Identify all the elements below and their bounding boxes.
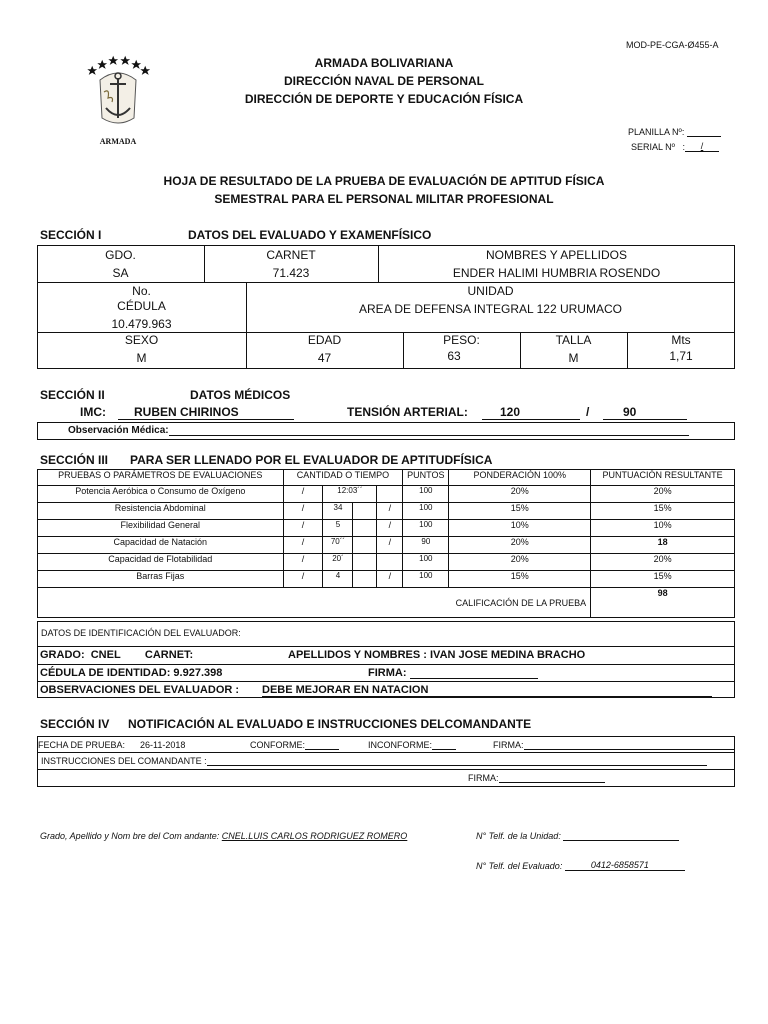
unidad-value: AREA DE DEFENSA INTEGRAL 122 URUMACO <box>359 302 622 316</box>
obs-evaluador-value: DEBE MEJORAR EN NATACION <box>262 684 712 697</box>
edad-label: EDAD <box>307 333 342 347</box>
section4-title: NOTIFICACIÓN AL EVALUADO E INSTRUCCIONES DELCOMANDANTE <box>128 717 532 731</box>
edad-value: 47 <box>317 351 332 365</box>
peso-value: 63 <box>447 349 461 363</box>
blank-cell <box>353 503 377 520</box>
ta-separator: / <box>586 405 590 419</box>
inconforme-field: INCONFORME: <box>368 740 456 750</box>
result: 15% <box>591 571 735 588</box>
slash: / <box>377 537 403 554</box>
form-title-1: HOJA DE RESULTADO DE LA PRUEBA DE EVALUACIÓN DE APTITUD FÍSICA <box>163 174 605 188</box>
ta-systolic: 120 <box>482 405 580 420</box>
comandante-field: Grado, Apellido y Nom bre del Com andante: CNEL.LUIS CARLOS RODRIGUEZ ROMERO <box>40 831 408 841</box>
points: 100 <box>403 571 449 588</box>
gdo-label: GDO. <box>105 248 136 262</box>
carnet-value: 71.423 <box>272 266 310 280</box>
evaluador-id-label: DATOS DE IDENTIFICACIÓN DEL EVALUADOR: <box>41 628 241 638</box>
fecha-prueba: FECHA DE PRUEBA: 26-11-2018 <box>38 740 186 750</box>
col-header-weight: PONDERACIÓN 100% <box>449 470 591 486</box>
test-name: Flexibilidad General <box>38 520 284 537</box>
org-name: ARMADA BOLIVARIANA <box>314 56 454 70</box>
points: 100 <box>403 520 449 537</box>
talla-label: TALLA <box>555 333 592 347</box>
section2-label: SECCIÓN II <box>40 388 105 402</box>
slash: / <box>283 503 323 520</box>
quantity: 70´´ <box>323 537 353 554</box>
slash <box>377 554 403 571</box>
cedula-label-2: CÉDULA <box>117 299 166 313</box>
section1-label: SECCIÓN I <box>40 228 102 242</box>
quantity: 4 <box>323 571 353 588</box>
cedula-label-1: No. <box>132 284 151 298</box>
evaluador-cedula: CÉDULA DE IDENTIDAD: 9.927.398 <box>40 667 223 679</box>
weight: 10% <box>449 520 591 537</box>
test-name: Capacidad de Flotabilidad <box>38 554 284 571</box>
blank-cell <box>353 537 377 554</box>
slash: / <box>283 537 323 554</box>
slash: / <box>377 503 403 520</box>
points: 100 <box>403 486 449 503</box>
slash: / <box>283 571 323 588</box>
result: 18 <box>591 537 735 554</box>
table-row <box>38 520 735 537</box>
quantity: 12:03´´ <box>323 486 377 503</box>
nombres-label: NOMBRES Y APELLIDOS <box>486 248 627 262</box>
evaluador-nombre: APELLIDOS Y NOMBRES : IVAN JOSE MEDINA BRACHO <box>288 649 586 661</box>
imc-label: IMC: <box>80 405 106 419</box>
section4-label: SECCIÓN IV <box>40 717 110 731</box>
slash: / <box>377 520 403 537</box>
firma-evaluado-field: FIRMA: <box>493 740 734 750</box>
armada-logo: ARMADA <box>86 52 150 144</box>
org-subdirection: DIRECCIÓN DE DEPORTE Y EDUCACIÓN FÍSICA <box>244 92 524 106</box>
firma-comandante-field: FIRMA: <box>468 773 605 783</box>
section1-title: DATOS DEL EVALUADO Y EXAMENFÍSICO <box>188 228 432 242</box>
weight: 20% <box>449 486 591 503</box>
ta-diastolic: 90 <box>603 405 687 420</box>
calificacion-label: CALIFICACIÓN DE LA PRUEBA <box>38 588 591 618</box>
section3-label: SECCIÓN III <box>40 453 109 467</box>
obs-medica-field: Observación Médica: <box>68 425 689 436</box>
imc-value: RUBEN CHIRINOS <box>118 405 294 420</box>
peso-label: PESO: <box>443 333 480 347</box>
calificacion-row <box>38 588 735 618</box>
table-header-row <box>38 470 735 486</box>
cedula-value: 10.479.963 <box>111 317 172 331</box>
slash: / <box>283 554 323 571</box>
evaluation-table <box>37 469 735 618</box>
points: 100 <box>403 554 449 571</box>
quantity: 20´ <box>323 554 353 571</box>
blank-cell <box>353 554 377 571</box>
telf-evaluado-field: N° Telf. del Evaluado: 0412-6858571 <box>476 860 685 871</box>
table-row <box>38 486 735 503</box>
gdo-value: SA <box>112 266 129 280</box>
table-row <box>38 537 735 554</box>
result: 20% <box>591 554 735 571</box>
talla-value: M <box>568 351 579 365</box>
test-name: Barras Fijas <box>38 571 284 588</box>
test-name: Capacidad de Natación <box>38 537 284 554</box>
slash <box>377 486 403 503</box>
sexo-value: M <box>136 351 147 365</box>
weight: 20% <box>449 537 591 554</box>
col-header-quantity: CANTIDAD O TIEMPO <box>283 470 403 486</box>
table-row <box>38 554 735 571</box>
instrucciones-field: INSTRUCCIONES DEL COMANDANTE : <box>41 756 707 766</box>
quantity: 34 <box>323 503 353 520</box>
section2-title: DATOS MÉDICOS <box>190 388 291 402</box>
section3-title: PARA SER LLENADO POR EL EVALUADOR DE APTITUDFÍSICA <box>130 453 493 467</box>
blank-cell <box>353 571 377 588</box>
org-direction: DIRECCIÓN NAVAL DE PERSONAL <box>283 74 484 88</box>
table-row <box>38 503 735 520</box>
col-header-result: PUNTUACIÓN RESULTANTE <box>591 470 735 486</box>
result: 15% <box>591 503 735 520</box>
telf-unidad-field: N° Telf. de la Unidad: <box>476 831 679 841</box>
serial-field: SERIAL Nº : / <box>631 141 719 152</box>
form-title-2: SEMESTRAL PARA EL PERSONAL MILITAR PROFESIONAL <box>214 192 554 206</box>
evaluador-grado: GRADO: CNEL CARNET: <box>40 649 194 661</box>
weight: 20% <box>449 554 591 571</box>
conforme-field: CONFORME: <box>250 740 339 750</box>
unidad-label: UNIDAD <box>467 284 514 298</box>
col-header-points: PUNTOS <box>403 470 449 486</box>
carnet-label: CARNET <box>266 248 316 262</box>
calificacion-value: 98 <box>591 588 735 618</box>
planilla-field: PLANILLA Nº: <box>628 127 721 137</box>
points: 90 <box>403 537 449 554</box>
points: 100 <box>403 503 449 520</box>
mts-value: 1,71 <box>669 349 693 363</box>
weight: 15% <box>449 571 591 588</box>
test-name: Potencia Aeróbica o Consumo de Oxígeno <box>38 486 284 503</box>
result: 10% <box>591 520 735 537</box>
evaluador-firma: FIRMA: <box>368 667 538 679</box>
mts-label: Mts <box>671 333 691 347</box>
test-name: Resistencia Abdominal <box>38 503 284 520</box>
ta-label: TENSIÓN ARTERIAL: <box>347 405 468 419</box>
slash: / <box>283 520 323 537</box>
form-code: MOD-PE-CGA-Ø455-A <box>626 40 719 50</box>
slash: / <box>283 486 323 503</box>
quantity: 5 <box>323 520 353 537</box>
result: 20% <box>591 486 735 503</box>
weight: 15% <box>449 503 591 520</box>
sexo-label: SEXO <box>124 333 159 347</box>
slash: / <box>377 571 403 588</box>
blank-cell <box>353 520 377 537</box>
nombres-value: ENDER HALIMI HUMBRIA ROSENDO <box>452 266 661 280</box>
col-header-test: PRUEBAS O PARÁMETROS DE EVALUACIONES <box>38 470 284 486</box>
table-row <box>38 571 735 588</box>
obs-evaluador-label: OBSERVACIONES DEL EVALUADOR : <box>40 684 240 696</box>
